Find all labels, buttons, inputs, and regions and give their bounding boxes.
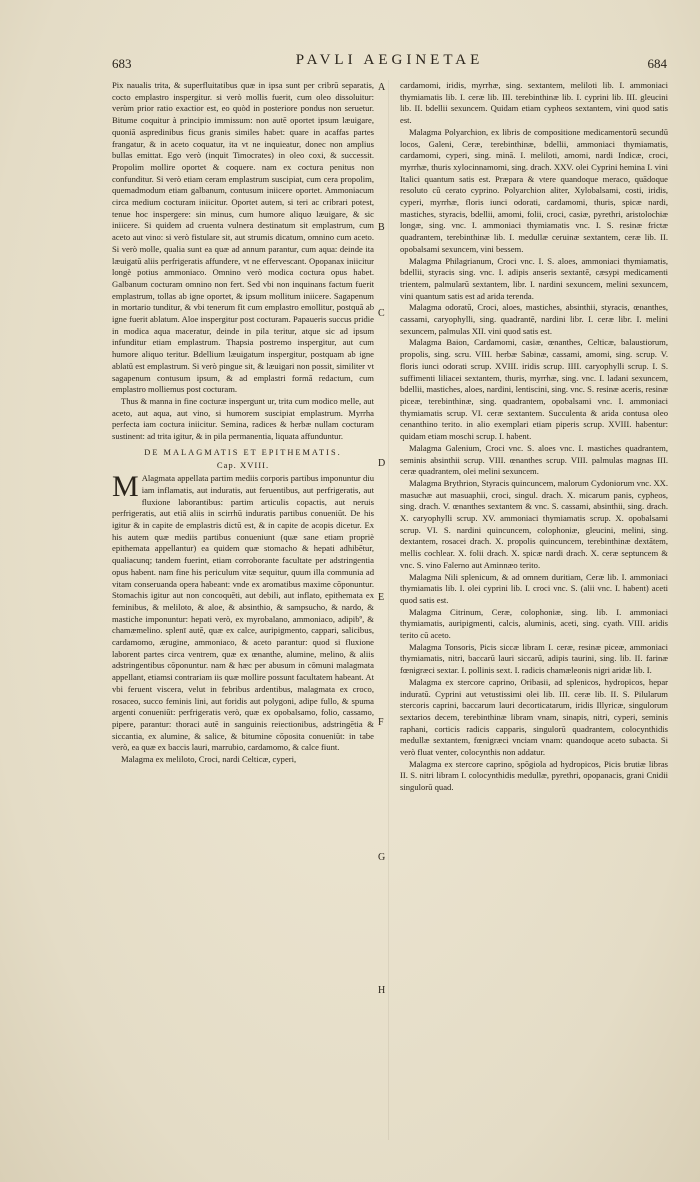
drop-cap: M <box>112 470 139 504</box>
margin-letter-h: H <box>378 985 386 996</box>
paragraph: Malagma Tonsoris, Picis siccæ libram I. ceræ, resinæ piceæ, ammoniaci thymiamatis, nitri, baccarū lauri siccarū, adipis taurini, sing. lib. II. farinæ fœnigræci sextar. I. pollinis sext. I. radicis chamæleonis nigri aridæ lib. I. <box>400 641 668 676</box>
paragraph: Malagma ex meliloto, Croci, nardi Celticæ, cyperi, <box>121 754 297 765</box>
margin-letter-a: A <box>378 82 386 93</box>
paragraph: Malagma Philagrianum, Croci vnc. I. S. aloes, ammoniaci thymiamatis, bdellii, styracis sing. vnc. I. adipis anseris sextantē, cæsypi medicamenti trientem, palmularū sextantem, libr. I. nardini sexuncem, melini sexuncem, vini quantum satis est ad arida terenda. <box>400 255 668 301</box>
paragraph: Malagma Citrinum, Ceræ, colophoniæ, sing. lib. I. ammoniaci thymiamatis, auripigmenti, calcis, aluminis, aceti, sing. cyath. VIII. aridis terito cū aceto. <box>400 606 668 641</box>
chapter-number: Cap. XVIII. <box>216 459 270 470</box>
paragraph: Malagma Galenium, Croci vnc. S. aloes vnc. I. mastiches quadrantem, seminis absinthii scrup. VIII. œnanthes scrup. VIII. palmulas magnas III. ceræ quadrantem, olei melini sexuncem. <box>400 442 668 477</box>
paragraph: Malagma Nili splenicum, & ad omnem duritiam, Ceræ lib. I. ammoniaci thymiamatis lib. I. olei cyprini lib. I. croci vnc. S. (alii vnc. I. habent) aceti quod satis est. <box>400 571 668 605</box>
margin-letter-c: C <box>378 308 385 319</box>
paragraph: cardamomi, iridis, myrrhæ, sing. sextantem, meliloti lib. I. ammoniaci thymiamatis lib. I. ceræ lib. III. terebinthinæ lib. I. cyprini lib. III. gleucini lib. II. bdellii sexuncem. Quidam etiam cypheos sextantem, vini quod satis est. <box>400 80 668 126</box>
margin-letter-g: G <box>378 852 386 863</box>
paragraph: Pix naualis trita, & superfluitatibus quæ in ipsa sunt per cribrū separatis, cocto emplastro inspergitur. si verò mollis fuerit, cum oleo dissoluitur: verùm prior ratio exactior est, eo quòd in posteriore pondus non seruetur. Bitume coquitur à principio immissum: non autē oportet ipsum læuigare, quoniā aspredinibus ficus granis similes habet: quare in acaffas partes frangatur, & in aceto coquatur, ita vt ne inquieatur, donec non amplius bullas emittat. Ego verò (inquit Timocrates) in oleo coxi, & successit. Propolim mollire oportet & coquere. nam ex coctura penitus non confunditur. Si verò etiam ceram emplastrum suscipiat, cum cera propolim, quemadmodum etiam galbanum, contusum iniicere oportet. Ammoniacum circa medium cocturam iniicitur. Oportet autem, si teri ac cribrari potest, tenue hoc inspergere: sin minus, cum humore aliquo læuigare, & sic iniicere. Si quidem ad cruenta vulnera destinatum sit emplastrum, cum aceto aut vino: si verò fistulare sit, aut strumis dicatum, omnino cum aceto. Si verò molle, qualia sunt ea quæ ad annum parantur, cum aqua: deinde ita læuigatū aliis perfrigeratis affundere, vt ne effervescant. Opopanax iniicitur longè potius ammoniaco. Omnino verò modica coctura opus habet. Galbanum cocturam omnino non fert. Sed vbi non inquinans factum fuerit emplastrum, tollas ab igne oportet, & ipsum mollitum iniicere. Sagapenum in mortario tunditur, & vbi tenerum fit cum emplastro emollitur, postquā ab igne fuerit ablatum. Aloe inspergitur post cocturam. Papaueris succus pridie in modica aqua maceratur, deinde in pila teritur, atque sic ad ipsum infunditur etiam emplastrum. Thapsia postremo inspergitur, aut cum humore aliquo teritur. Bdellium læuigatum inspergitur, postquam ab igne ablatū est emplastrum. Si verò pingue sit, & læuigari non possit, similiter vt sagapenum contusum ipsum, & ad emplastri formā redactum, cum emplastro molliemus post cocturam. <box>112 80 374 395</box>
column-gutter <box>388 80 389 1140</box>
margin-letter-e: E <box>378 592 385 603</box>
left-column <box>112 80 374 1140</box>
paragraph: Malagma Polyarchion, ex libris de compositione medicamentorū secundū locos, Galeni, Ceræ, terebinthinæ, bdellii, ammoniaci thymiamatis, cardamomi, cyperi, sing. minā. I. meliloti, amomi, nardi Indicæ, croci, myrrhæ, thuris xylocinnamomi, sing. drach. XXV. olei Cyprini hemina I. vini Italici quantum satis est. Præpara & vtere quandoque meraco, quādoque resoluto cū cerato cyprino. Polyarchion aliter, Xylobalsami, costi, iridis, cyperi, myrrhæ, floris iunci odorati, cardamomi, thuris, spicæ nardi, mastiches, styracis, bdellii, amomi, folii, croci, casiæ, pyrethri, aristolochiæ longæ, sing. vnc. I. ammoniaci thymiamatis vnc. I. S. resinæ frictæ quadrantem, terebinthinæ lib. I. medullæ ceruinæ sextantem, ceræ lib. II. opobalsami sexuncem, vini bessem. <box>400 126 668 254</box>
paragraph-text: Alagmata appellata partim mediis corporis partibus imponuntur diu iam inflamatis, aut induratis, aut feruentibus, aut perfrigeratis, aut fluxione laborantibus: partim articulis copactis, aut neruis perfrigeratis, aut etiā aliis in scirrhū induratis partibus conueniūt. De his igitur & in capite de emplastris dictū est, & in capite de acopis dicetur. Ex his autem quæ mediis partibus conueniunt (quæ sane etiam propriè epithemata appellantur) ea quidem quæ stomacho & hepati adhibētur, qualiacunq; tandem fuerint, etiam corroborante facultate per adstringentia opus habent. nam fine his periculum vitæ sequitur, quum illa communia ad vitam conseruanda opera habeant: vnde ex aromatibus maxime cōponuntur. Stomachis igitur aut non concoquēti, aut debili, aut inflato, epithemata ex feminibus, & meliloto, & aloe, & absinthio, & sampsucho, & nardo, & mastiche imponuntur: hepati verò, ex myrobalano, ammoniaco, adipibº, & chamæmelino. splenī autē, quæ ex calce, auripigmento, cappari, salicibus, cardamomo, ærugine, ammoniaco, & aceto parantur: quod si fluxione laborent partes circa ventrem, quæ ex œnanthe, alumine, melino, & aliis adstringentibus cōponuntur. nam & hæc per abusum in cōmuni malagmata appellant, etiamsi contrariam iis quæ mollire possunt facultatem habeant. At vbi feruent viscera, velut in febribus ardentibus, malagmata ex croco, rosaceo, succo feminis lini, aut foridis aut polygoni, adipe fullo, & spuma argenti conueniūt: perfrigeratis verò, quæ ex opobalsamo, folio, cassamo, pipere, parantur: thoraci autē in sanguinis reiectionibus, adstringētia & siccantia, ex alumine, & salice, & bitumine cōposita conueniūt: in tabe verò, ea quæ ex baccis lauri, marrubio, cardamomo, & calce fiunt. <box>112 473 374 753</box>
paragraph: Malagma odoratū, Croci, aloes, mastiches, absinthii, styracis, œnanthes, cassami, caryophylli, sing. quadrantē, nardini libr. I. ceræ libr. I. melini sexuncem, palmulas XII. vini quod satis est. <box>400 302 668 336</box>
paragraph: Malagma Baion, Cardamomi, casiæ, œnanthes, Celticæ, balaustiorum, propolis, sing. scru. VIII. herbæ Sabinæ, cassami, amomi, sing. scrup. V. floris iunci odorati scrup. XVIII. iridis scrup. IIII. caryophylli scrup. I. S. suffimenti liliacei sextantem, thuris, myrrhæ, sing. vnc. I. ladani sexuncem, bdellii, mastiches, aloes, nardini, lentiscini, sing. vnc. S. resinæ aceris, resinæ piceæ, terebinthinæ, sing. quadrantem, opobalsami vnc. I. ammoniaci thymiamatis scrup. VI. ceræ sextantem. Succulenta & arida contusa oleo cenanthino terito. in alio exemplari etiam piperis scrup. XVIII. habentur: quidam etiam moschi scrup. I. habent. <box>400 337 668 442</box>
margin-letter-b: B <box>378 222 385 233</box>
paragraph: Malagma ex stercore caprino, spōgiola ad hydropicos, Picis brutiæ libras II. S. nitri libram I. colocynthidis medullæ, pyrethri, opopanacis, grani Cnidii singulorū quad. <box>400 758 668 793</box>
paragraph: Malagma ex stercore caprino, Oribasii, ad splenicos, hydropicos, hepar induratū. Cyprini aut vetustissimi olei lib. III. ceræ lib. II. S. Pilularum stercoris caprini, baccarum lauri decorticatarum, iridis Illyricæ, singulorum sextarios decem, terebinthinæ libram vnam, sinapis, nitri, cyperi, seminis raphani, corticis radicis capparis, singulorū quadrantem, colocynthidis medullæ sextantem, fœnigræci vnciam vnam: quandoque aceto subacta. Si verò fluat venter, colocynthis non addatur. <box>400 676 668 758</box>
paragraph <box>112 470 374 754</box>
page-number-left: 683 <box>112 56 132 71</box>
page-number-right: 684 <box>647 56 667 71</box>
margin-letter-f: F <box>378 717 384 728</box>
paragraph: Malagma Brythrion, Styracis quincuncem, malorum Cydoniorum vnc. XX. masuchæ aut masuaphii, croci, singul. drach. X. micarum panis, cypheos, sing. drach. V. œnanthes sextantem & vnc. S. cassami, absinthii, sing. drach. X. caryophylli scrup. XV. ammoniaci thymiamatis scrup. X. opobalsami scrup. VI. S. nardini quincuncem, colophoniæ, gleucini, melini, sing. dextantem, rosacei drach. X. propolis quincuncem, terebinthinæ dextātem, mellis cochlear. X. folii drach. X. spicæ nardi drach. X. ceræ septuncem & vnc. S. vino Falerno aut Aminnæo terito. <box>400 477 668 570</box>
paragraph: Thus & manna in fine cocturæ inspergunt ur, trita cum modico melle, aut aceto, aut aqua, aut vino, si humorem suscipiat emplastrum. Myrrha perfecta iam coctura iniicitur. Semina, radices & herbæ nullam cocturam sustinent: ad trita igitur, & in pila permanentia, liquata affunduntur. <box>112 395 374 442</box>
running-title: PAVLI AEGINETAE <box>295 52 484 68</box>
section-heading: DE MALAGMATIS ET EPITHEMATIS. <box>144 447 342 457</box>
running-header <box>112 52 667 76</box>
right-column <box>400 80 668 1140</box>
margin-letter-d: D <box>378 458 386 469</box>
